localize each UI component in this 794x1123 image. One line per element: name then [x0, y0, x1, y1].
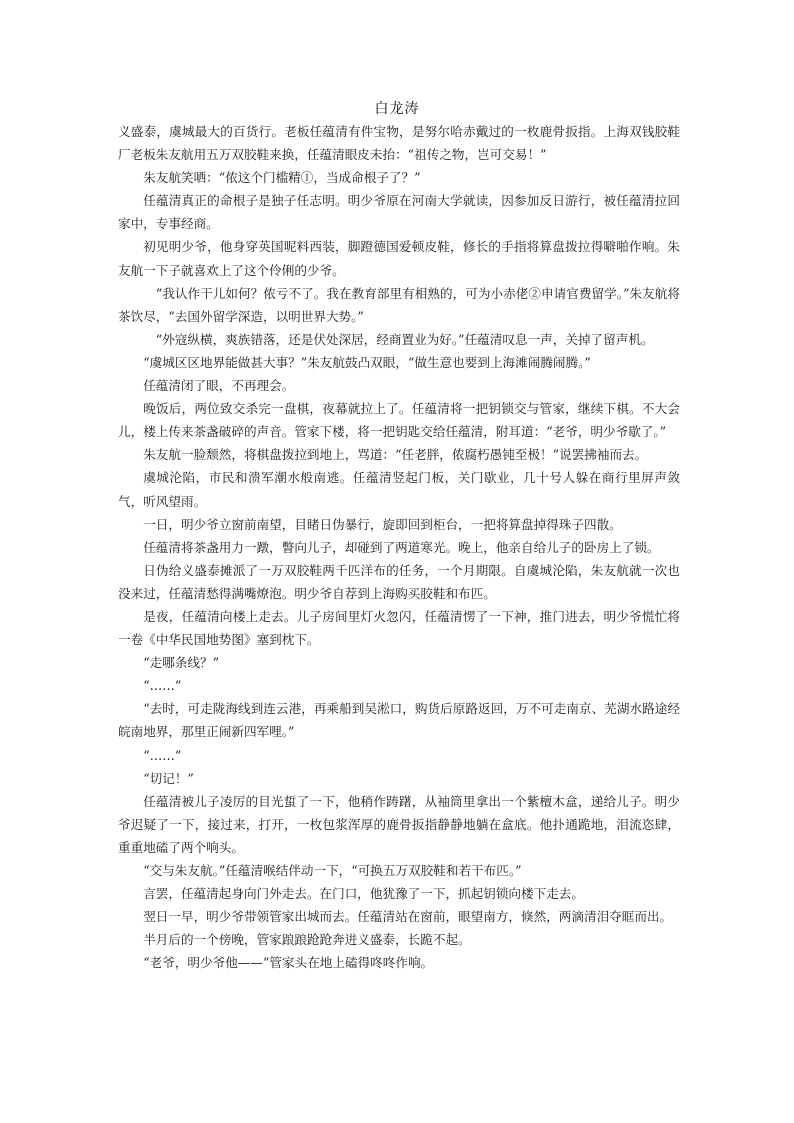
paragraph: 虞城沦陷，市民和溃军潮水般南逃。任蕴清竖起门板，关门歇业，几十号人躲在商行里屏声敛气，听风望雨。: [118, 470, 680, 509]
paragraph: 日伪给义盛泰摊派了一万双胶鞋两千匹洋布的任务，一个月期限。自虞城沦陷，朱友航就一次也没来过，任蕴清愁得满嘴燎泡。明少爷自荐到上海购买胶鞋和布匹。: [118, 562, 680, 601]
document-title: 白龙涛: [374, 101, 420, 117]
paragraph: 晚饭后，两位致交杀完一盘棋，夜幕就拉上了。任蕴清将一把钥锁交与管家，继续下棋。不大会儿，楼上传来茶盏破碎的声音。管家下楼，将一把钥匙交给任蕴清，附耳道：“老爷，明少爷歇了。”: [118, 401, 680, 440]
paragraph: 翌日一早，明少爷带领管家出城而去。任蕴清站在窗前，眼望南方，倏然，两滴清泪夺眶而出。: [143, 909, 673, 925]
paragraph: “……”: [143, 747, 182, 763]
paragraph: 朱友航一脸颓然，将棋盘拨拉到地上，骂道：“任老胖，侬腐朽愚钝至极！”说罢拂袖而去。: [143, 447, 648, 463]
paragraph: “……”: [143, 678, 182, 694]
paragraph: 半月后的一个傍晚，管家踉踉跄跄奔进义盛泰，长跪不起。: [143, 932, 471, 948]
paragraph: 初见明少爷，他身穿英国呢料西装，脚蹬德国爱顿皮鞋，修长的手指将算盘拨拉得噼啪作响。朱友航一下子就喜欢上了这个伶俐的少爷。: [118, 239, 680, 278]
paragraph: “外寇纵横，爽族错落，还是伏处深居，经商置业为好。”任蕴清叹息一声，关掉了留声机。: [155, 331, 654, 347]
paragraph: 任蕴清被儿子凌厉的目光蜇了一下，他稍作踌躇，从袖筒里拿出一个紫檀木盒，递给儿子。明少爷迟疑了一下，接过来，打开，一枚包浆浑厚的鹿骨扳指静静地躺在盒底。他扑通跪地，泪流恣肆，重重地磕了两个响头。: [118, 793, 680, 855]
paragraph: “虞城区区地界能做甚大事？”朱友航鼓凸双眼，“做生意也要到上海滩闹腾闹腾。”: [143, 354, 591, 370]
paragraph: “去时，可走陇海线到连云港，再乘船到吴淞口，购货后原路返回，万不可走南京、芜湖水路途经皖南地界，那里正闹新四军哩。”: [118, 701, 680, 740]
paragraph: 任蕴清将茶盏用力一蹾，瞥向儿子，却碰到了两道寒光。晚上，他亲自给儿子的卧房上了锁。: [143, 539, 660, 555]
paragraph: 是夜，任蕴清向楼上走去。儿子房间里灯火忽闪，任蕴清愣了一下神，推门进去，明少爷慌忙将一卷《中华民国地势图》塞到枕下。: [118, 608, 680, 648]
paragraph: “我认作干儿如何？侬亏不了。我在教育部里有相熟的，可为小赤佬②申请官费留学。”朱友航将茶饮尽，“去国外留学深造，以明世界大势。”: [118, 285, 680, 324]
paragraph: “切记！”: [143, 770, 194, 786]
paragraph: 朱友航笑哂：“侬这个门槛精①，当成命根子了？”: [143, 170, 421, 186]
paragraph: “交与朱友航。”任蕴清喉结伴动一下，“可换五万双胶鞋和若干布匹。”: [143, 863, 522, 878]
document-body: [118, 120, 680, 974]
paragraph: “老爷，明少爷他——”管家头在地上磕得咚咚作响。: [143, 955, 434, 971]
paragraph: 义盛泰，虞城最大的百货行。老板任蕴清有件宝物，是努尔哈赤戴过的一枚鹿骨扳指。上海双钱胶鞋厂老板朱友航用五万双胶鞋来换，任蕴清眼皮未抬：“祖传之物，岂可交易！”: [118, 124, 680, 163]
paragraph: 任蕴清闭了眼，不再理会。: [143, 378, 295, 394]
paragraph: 任蕴清真正的命根子是独子任志明。明少爷原在河南大学就读，因参加反日游行，被任蕴清拉回家中，专事经商。: [118, 193, 680, 232]
paragraph: 言罢，任蕴清起身向门外走去。在门口，他犹豫了一下，抓起钥锁向楼下走去。: [143, 886, 584, 902]
paragraph: “走哪条线？”: [143, 655, 220, 671]
paragraph: 一日，明少爷立窗前南望，目睹日伪暴行，旋即回到柜台，一把将算盘掉得珠子四散。: [143, 516, 622, 532]
